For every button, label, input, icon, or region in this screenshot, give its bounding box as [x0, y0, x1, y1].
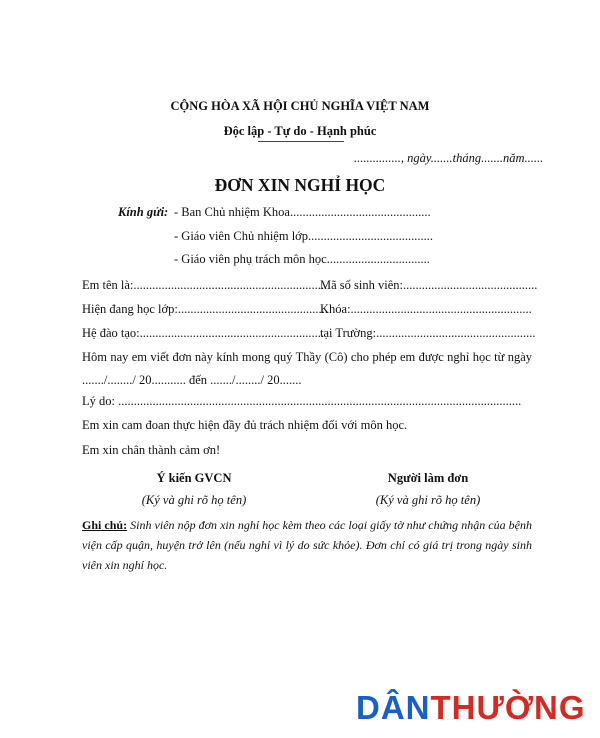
nation-header: CỘNG HÒA XÃ HỘI CHỦ NGHĨA VIỆT NAM: [170, 99, 430, 113]
signature-right-note: (Ký và ghi rõ họ tên): [375, 493, 481, 507]
signature-left-title: Ý kiến GVCN: [156, 471, 232, 485]
note-label: Ghi chú:: [82, 518, 128, 532]
signature-right-title: Người làm đơn: [387, 471, 469, 485]
recipient-homeroom-teacher: - Giáo viên Chủ nhiệm lớp........................................: [174, 229, 434, 243]
commitment-line: Em xin cam đoan thực hiện đầy đủ trách nhiệm đối với môn học.: [82, 418, 408, 432]
field-student-id: Mã số sinh viên:...........................................: [320, 278, 538, 292]
recipient-subject-teacher: - Giáo viên phụ trách môn học.................................: [174, 252, 430, 266]
watermark-part-1: DÂN: [356, 689, 431, 726]
motto-underline: [258, 141, 344, 142]
field-school: tại Trường:...................................................: [320, 326, 536, 340]
field-training: Hệ đào tạo:...........................................................: [82, 326, 324, 340]
note-paragraph: [82, 515, 532, 575]
thanks-line: Em xin chân thành cảm ơn!: [82, 443, 221, 457]
date-line: ..............., ngày.......tháng.......năm......: [354, 151, 544, 165]
page-title: ĐƠN XIN NGHỈ HỌC: [214, 175, 386, 195]
field-course: Khóa:..........................................................: [320, 302, 532, 316]
note-text: Sinh viên nộp đơn xin nghỉ học kèm theo các loại giấy tờ như chứng nhận của bệnh viện cấp quận, huyện trở lên (nếu nghỉ vì lý do sức khỏe). Đơn chỉ có giá trị trong ngày sinh viên xin nghỉ học.: [82, 518, 532, 572]
request-paragraph: Hôm nay em viết đơn này kính mong quý Thầy (Cô) cho phép em được nghỉ học từ ngày ......./......../ 20........... đến ......./......../ 20.......: [82, 350, 532, 387]
field-name: Em tên là:..............................................................: [82, 278, 328, 292]
watermark-logo: [356, 688, 586, 728]
signature-left-note: (Ký và ghi rõ họ tên): [141, 493, 247, 507]
motto: Độc lập - Tự do - Hạnh phúc: [223, 124, 377, 138]
watermark-part-2: THƯỜNG: [430, 689, 586, 726]
recipients-label: Kính gửi:: [118, 205, 169, 219]
field-class: Hiện đang học lớp:................................................: [82, 302, 328, 316]
recipient-dean: - Ban Chủ nhiệm Khoa.............................................: [174, 205, 431, 219]
reason-line: Lý do: .................................................................................................................................: [82, 394, 522, 408]
